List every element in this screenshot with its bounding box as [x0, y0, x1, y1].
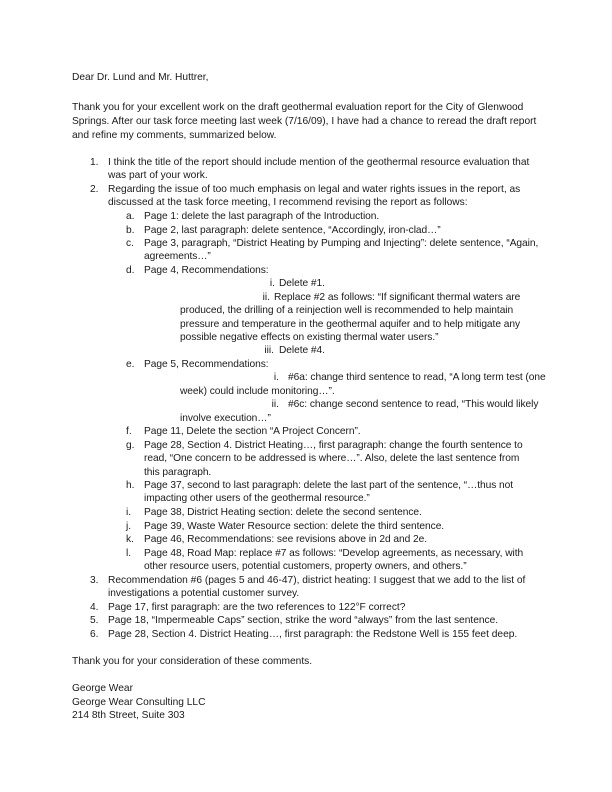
sub-item-line: Page 3, paragraph, “District Heating by Pumping and Injecting”: delete sentence, “Again,	[144, 238, 539, 249]
list-item-line: Page 17, first paragraph: are the two references to 122°F correct?	[108, 602, 406, 613]
sub-item-line: read, “One concern to be addressed is where…”. Also, delete the last sentence from	[144, 453, 520, 464]
sub-marker: e.	[126, 359, 135, 370]
sub-item-line: Page 2, last paragraph: delete sentence, “Accordingly, iron-clad…”	[144, 225, 441, 236]
roman-marker: i.	[269, 278, 275, 289]
sub-marker: f.	[126, 426, 132, 437]
list-item-line: Recommendation #6 (pages 5 and 46-47), district heating: I suggest that we add to the list of	[108, 575, 526, 586]
list-item-line: Page 18, “Impermeable Caps” section, strike the word “always” from the last sentence.	[108, 615, 499, 626]
sub-item-line: Page 5, Recommendations:	[144, 359, 269, 370]
sub-marker: j.	[126, 521, 132, 532]
roman-item-line: Delete #4.	[279, 345, 325, 356]
sub-marker: g.	[126, 440, 135, 451]
sub-marker: l.	[126, 548, 132, 559]
sub-marker: k.	[126, 534, 134, 545]
sub-item-line: this paragraph.	[144, 467, 212, 478]
salutation: Dear Dr. Lund and Mr. Huttrer,	[72, 72, 209, 83]
intro-line: Thank you for your excellent work on the draft geothermal evaluation report for the City of Glenwood	[72, 102, 524, 113]
list-item-line: Page 28, Section 4. District Heating…, first paragraph: the Redstone Well is 155 feet deep.	[108, 629, 518, 640]
sub-item-line: Page 38, District Heating section: delete the second sentence.	[144, 507, 422, 518]
roman-item-line: week) could include monitoring…”.	[180, 386, 335, 397]
sub-item-line: Page 46, Recommendations: see revisions above in 2d and 2e.	[144, 534, 428, 545]
signature-address: 214 8th Street, Suite 303	[72, 710, 185, 721]
roman-marker: ii.	[271, 399, 279, 410]
sub-item-line: Page 11, Delete the section “A Project Concern”.	[144, 426, 361, 437]
intro-line: and refine my comments, summarized below.	[72, 130, 277, 141]
roman-item-line: #6a: change third sentence to read, “A long term test (one	[288, 372, 546, 383]
list-item-line: I think the title of the report should include mention of the geothermal resource evaluation that	[108, 157, 530, 168]
roman-item-line: pressure and temperature in the geothermal aquifer and to help mitigate any	[180, 319, 521, 330]
roman-item-line: Delete #1.	[279, 278, 325, 289]
list-item-line: was part of your work.	[108, 170, 208, 181]
sub-item-line: Page 28, Section 4. District Heating…, first paragraph: change the fourth sentence to	[144, 440, 523, 451]
list-marker: 6.	[90, 629, 99, 640]
intro-line: Springs. After our task force meeting last week (7/16/09), I have had a chance to reread the draft report	[72, 116, 537, 127]
sub-item-line: Page 1: delete the last paragraph of the Introduction.	[144, 211, 380, 222]
sub-marker: d.	[126, 265, 135, 276]
sub-item-line: Page 48, Road Map: replace #7 as follows: “Develop agreements, as necessary, with	[144, 548, 524, 559]
sub-marker: b.	[126, 225, 135, 236]
closing: Thank you for your consideration of these comments.	[72, 656, 313, 667]
roman-marker: ii.	[262, 292, 270, 303]
sub-item-line: Page 39, Waste Water Resource section: delete the third sentence.	[144, 521, 445, 532]
list-marker: 5.	[90, 615, 99, 626]
list-marker: 3.	[90, 575, 99, 586]
sub-item-line: Page 4, Recommendations:	[144, 265, 269, 276]
roman-item-line: involve execution…”	[180, 413, 271, 424]
signature-name: George Wear	[72, 683, 133, 694]
list-item-line: discussed at the task force meeting, I recommend revising the report as follows:	[108, 197, 468, 208]
roman-item-line: #6c: change second sentence to read, “This would likely	[288, 399, 539, 410]
roman-item-line: possible negative effects on existing thermal water users.”	[180, 332, 439, 343]
roman-marker: iii.	[264, 345, 274, 356]
list-item-line: Regarding the issue of too much emphasis on legal and water rights issues in the report, as	[108, 184, 521, 195]
list-marker: 4.	[90, 602, 99, 613]
roman-item-line: Replace #2 as follows: “If significant thermal waters are	[274, 292, 521, 303]
sub-marker: i.	[126, 507, 132, 518]
sub-marker: a.	[126, 211, 135, 222]
list-item-line: investigations a potential customer survey.	[108, 588, 300, 599]
sub-item-line: impacting other users of the geothermal resource.”	[144, 493, 370, 504]
sub-marker: c.	[126, 238, 134, 249]
list-marker: 1.	[90, 157, 99, 168]
list-marker: 2.	[90, 184, 99, 195]
sub-marker: h.	[126, 480, 135, 491]
roman-item-line: produced, the drilling of a reinjection well is recommended to help maintain	[180, 305, 514, 316]
sub-item-line: other resource users, potential customers, property owners, and others.”	[144, 561, 467, 572]
sub-item-line: agreements…”	[144, 251, 211, 262]
signature-company: George Wear Consulting LLC	[72, 697, 206, 708]
roman-marker: i.	[273, 372, 279, 383]
sub-item-line: Page 37, second to last paragraph: delete the last part of the sentence, “…thus not	[144, 480, 514, 491]
